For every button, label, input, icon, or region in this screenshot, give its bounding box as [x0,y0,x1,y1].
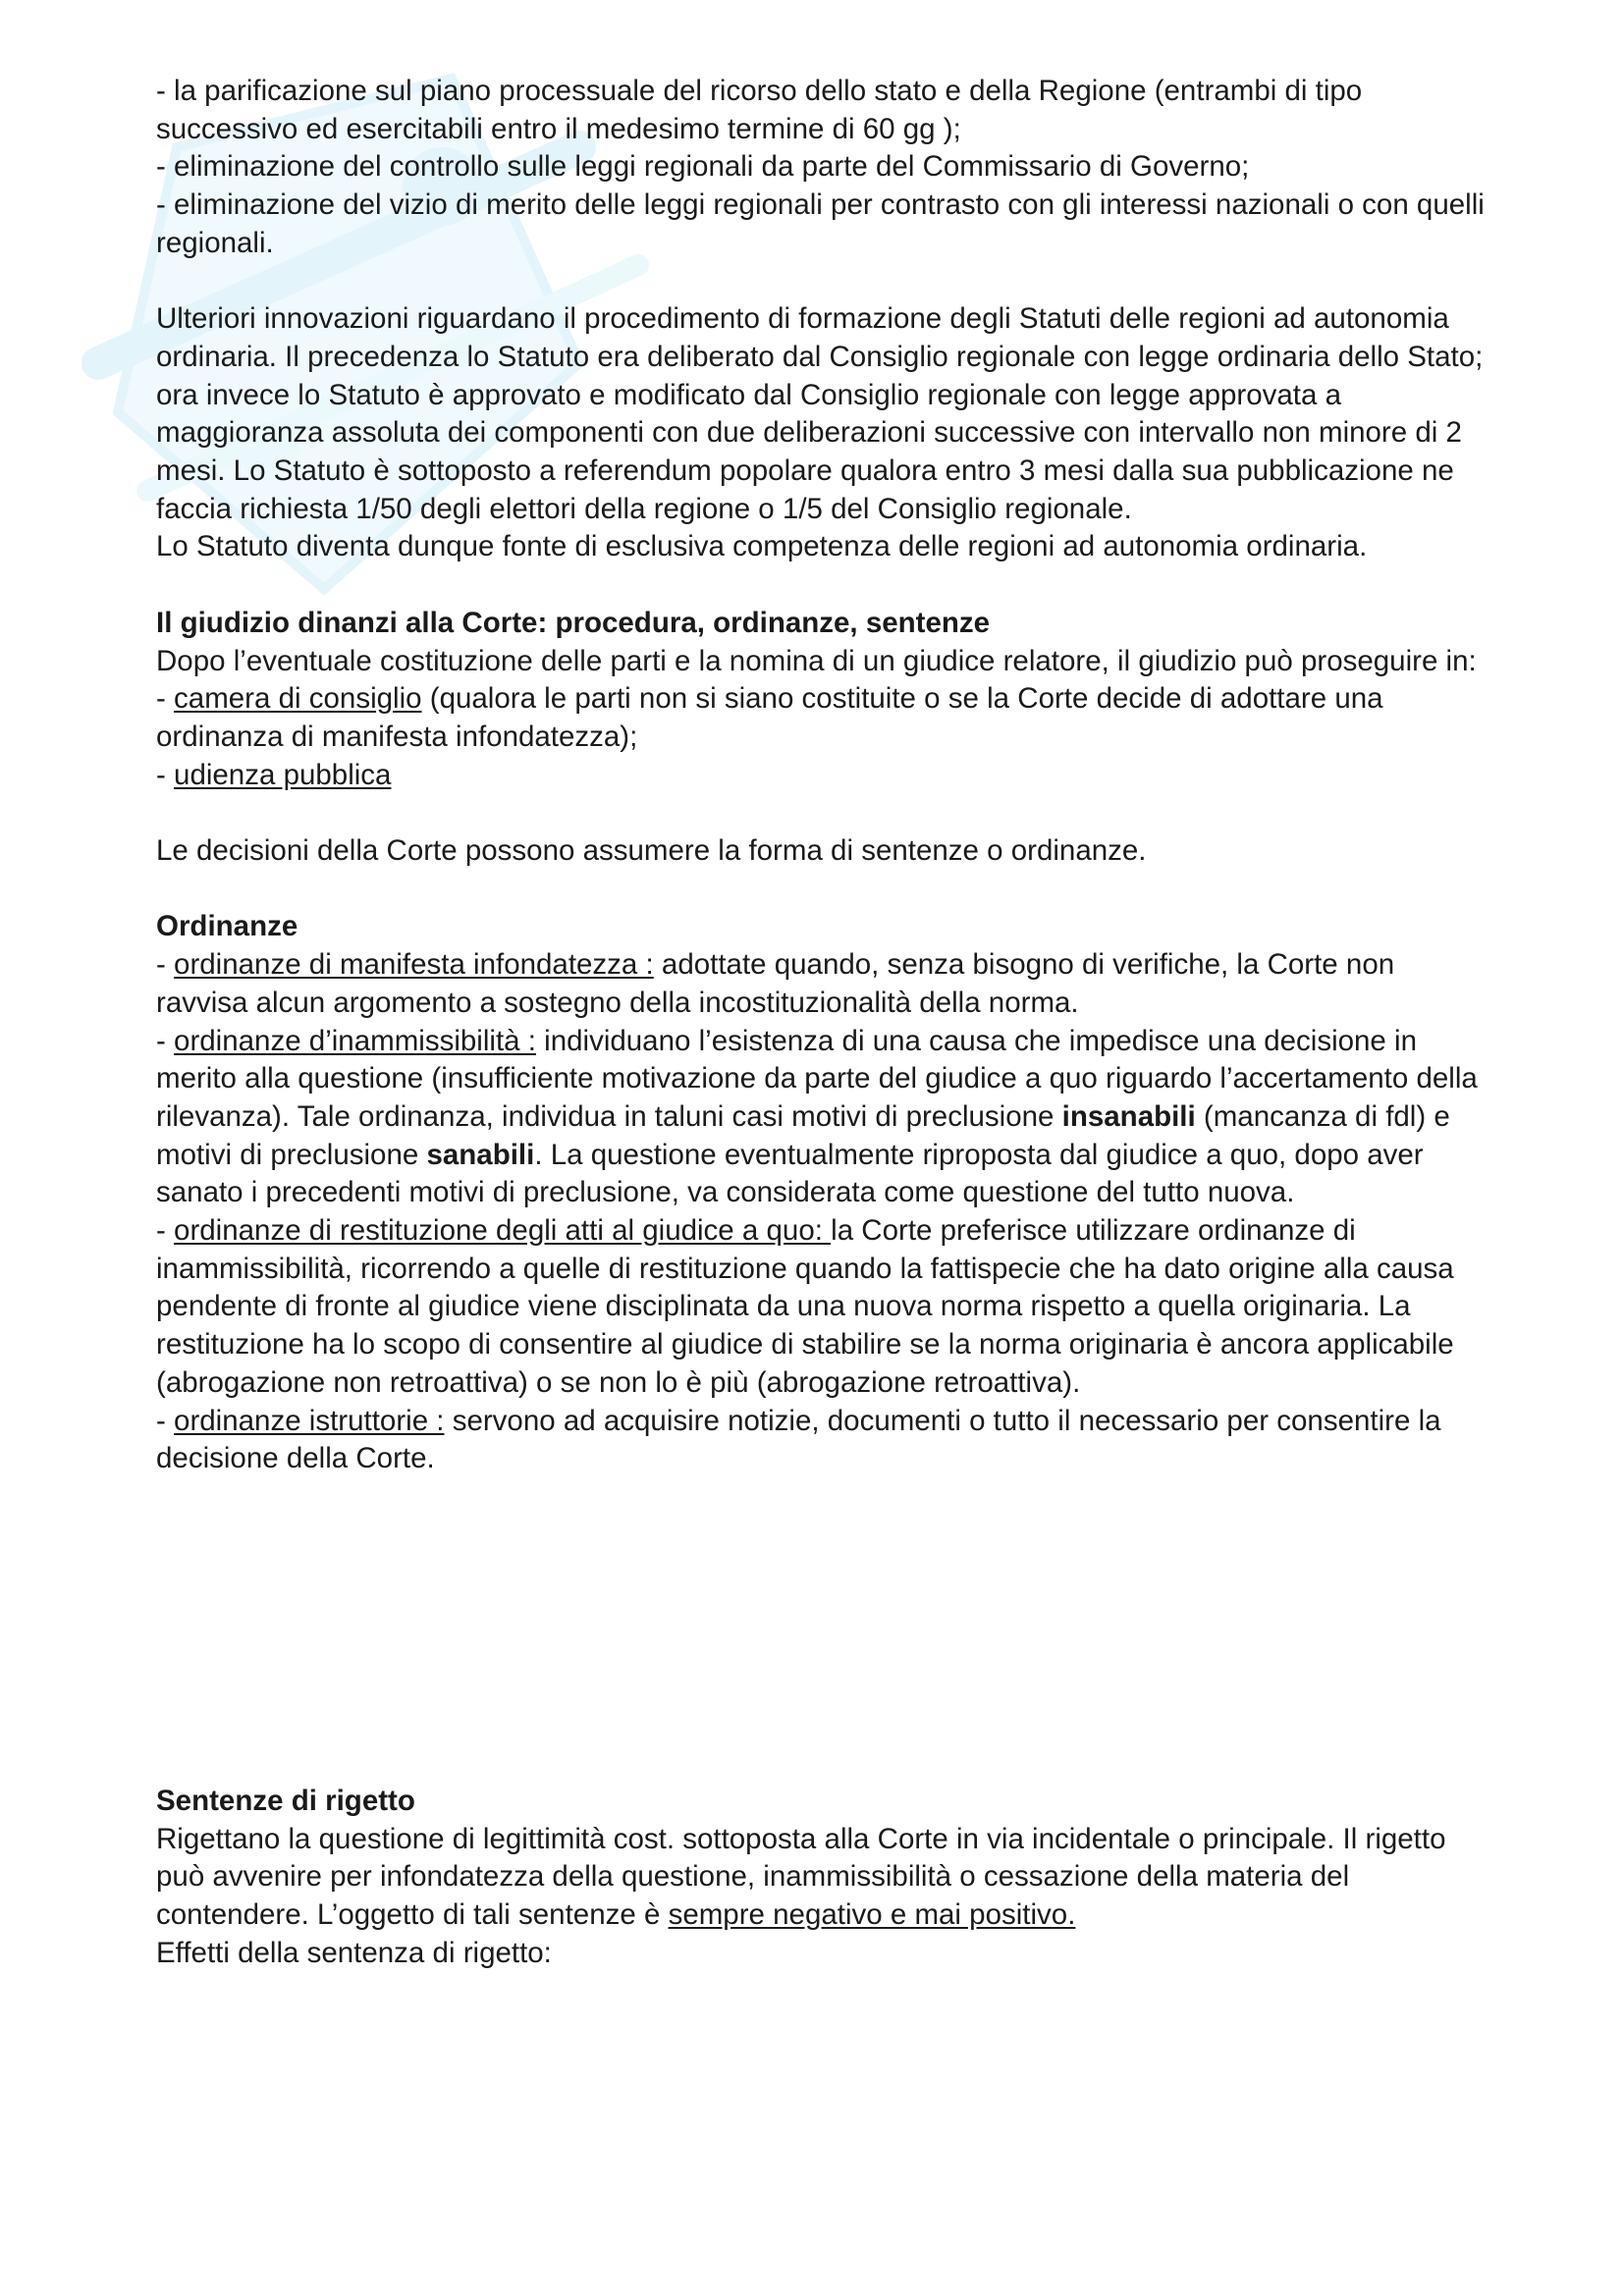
item-dash: - [156,1214,175,1248]
intro-item: - eliminazione del vizio di merito delle leggi regionali per contrasto con gli interessi nazionali o con quelli regionali. [156,188,1485,259]
ordinanze-item-inammissibilita [156,1023,1491,1213]
decisioni-paragraph: Le decisioni della Corte possono assumere la forma di sentenze o ordinanze. [156,834,1147,868]
paragraph-gap [156,871,1491,909]
item-text: Rigettano la questione di legittimità cost. sottoposta alla Corte in via incidentale o principale. Il rigetto può avvenire per infondatezza della questione, inammissibilità o cessazione della materia del contendere. L’oggetto di tali sentenze è [156,1822,1446,1932]
term-inammissibilita: ordinanze d’inammissibilità : [174,1024,536,1057]
intro-item: - la parificazione sul piano processuale del ricorso dello stato e della Regione (entrambi di tipo successivo ed esercitabili entro il medesimo termine di 60 gg ); [156,75,1363,145]
item-text: . La questione eventualmente riproposta dal giudice a quo, dopo aver sanato i precedenti motivi di preclusione, va considerata come questione del tutto nuova. [156,1138,1424,1209]
document-body [156,73,1491,1972]
item-text: la Corte preferisce utilizzare ordinanze di inammissibilità, ricorrendo a quelle di restituzione quando la fattispecie che ha dato origine alla causa pendente di fronte al giudice viene disciplinata da una nuova norma rispetto a quella originaria. La restituzione ha lo scopo di consentire al giudice di stabilire se la norma originaria è ancora applicabile (abrogazione non retroattiva) o se non lo è più (abrogazione retroattiva). [156,1214,1454,1399]
term-camera-di-consiglio: camera di consiglio [174,682,422,716]
intro-item: - eliminazione del controllo sulle leggi regionali da parte del Commissario di Governo; [156,150,1250,184]
rigetto-paragraph [156,1821,1491,1935]
paragraph-gap [156,794,1491,832]
statuti-paragraph: Lo Statuto diventa dunque fonte di esclusiva competenza delle regioni ad autonomia ordinaria. [156,530,1368,563]
item-text: (qualora le parti non si siano costituite o se la Corte decide di adottare una ordinanza di manifesta infondatezza); [156,682,1383,753]
ordinanze-item-restituzione [156,1212,1491,1403]
item-dash: - [156,948,175,982]
item-text: adottate quando, senza bisogno di verifiche, la Corte non ravvisa alcun argomento a sostegno della incostituzionalità della norma. [156,948,1395,1019]
item-text: servono ad acquisire notizie, documenti o tutto il necessario per consentire la decisione della Corte. [156,1404,1441,1475]
giudizio-item-udienza [156,757,1491,795]
ordinanze-item-istruttorie [156,1403,1491,1478]
statuti-paragraph: Ulteriori innovazioni riguardano il procedimento di formazione degli Statuti delle regioni ad autonomia ordinaria. Il precedenza lo Statuto era deliberato dal Consiglio regionale con legge ordinaria dello Stato; ora invece lo Statuto è approvato e modificato dal Consiglio regionale con legge approvata a maggioranza assoluta dei componenti con due deliberazioni successive con intervallo non minore di 2 mesi. Lo Statuto è sottoposto a referendum popolare qualora entro 3 mesi dalla sua pubblicazione ne faccia richiesta 1/50 degli elettori della regione o 1/5 del Consiglio regionale. [156,302,1484,525]
giudizio-item-camera [156,680,1491,756]
term-sanabili: sanabili [426,1138,535,1171]
item-text: individuano l’esistenza di una causa che impedisce una decisione in merito alla questione (insufficiente motivazione da parte del giudice a quo riguardo l’accertamento della rilevanza). Tale ordinanza, individua in taluni casi motivi di preclusione [156,1024,1478,1133]
section-heading-ordinanze: Ordinanze [156,910,298,943]
item-text: (mancanza di fdl) e motivi di preclusione [156,1099,1450,1171]
term-istruttorie: ordinanze istruttorie : [174,1404,445,1437]
term-restituzione: ordinanze di restituzione degli atti al giudice a quo: [174,1214,832,1248]
section-heading-rigetto: Sentenze di rigetto [156,1784,415,1817]
term-udienza-pubblica: udienza pubblica [174,758,392,791]
paragraph-gap [156,566,1491,605]
term-sempre-negativo: sempre negativo e mai positivo. [668,1898,1076,1932]
term-manifesta-infondatezza: ordinanze di manifesta infondatezza : [174,948,654,982]
item-dash: - [156,682,175,716]
section-heading-giudizio: Il giudizio dinanzi alla Corte: procedura, ordinanze, sentenze [156,606,991,639]
item-dash: - [156,758,175,791]
rigetto-effetti: Effetti della sentenza di rigetto: [156,1936,552,1969]
item-dash: - [156,1404,175,1437]
giudizio-intro: Dopo l’eventuale costituzione delle parti e la nomina di un giudice relatore, il giudizio può proseguire in: [156,644,1477,677]
blank-space [156,1478,1491,1783]
ordinanze-item-manifesta [156,946,1491,1022]
paragraph-gap [156,263,1491,301]
item-dash: - [156,1024,175,1057]
term-insanabili: insanabili [1061,1099,1196,1133]
